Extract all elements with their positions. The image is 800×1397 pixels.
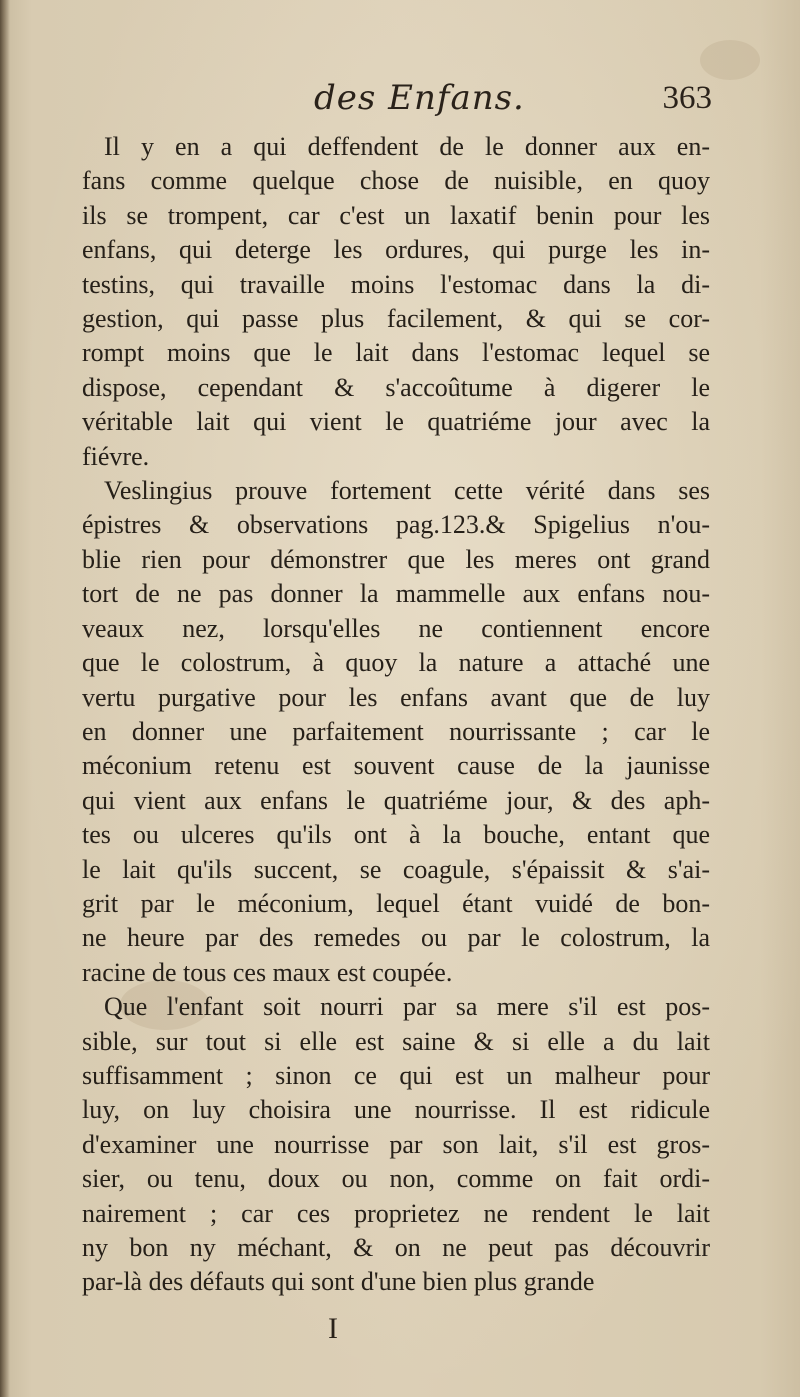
paper-stain — [700, 40, 760, 80]
text-line: ils se trompent, car c'est un laxatif benin pour les — [82, 200, 710, 230]
text-line: qui vient aux enfans le quatriéme jour, & des aph- — [82, 785, 710, 815]
text-line: racine de tous ces maux est coupée. — [82, 957, 453, 987]
text-line: vertu purgative pour les enfans avant que de luy — [82, 682, 710, 712]
text-line: véritable lait qui vient le quatriéme jour avec la — [82, 407, 710, 437]
page-number: 363 — [662, 80, 712, 116]
paragraph — [82, 474, 710, 990]
text-line: Veslingius prouve fortement cette vérité dans ses — [104, 476, 710, 506]
running-header — [82, 78, 712, 128]
text-line: méconium retenu est souvent cause de la jaunisse — [82, 751, 710, 781]
paragraph — [82, 990, 710, 1300]
text-line: le lait qu'ils succent, se coagule, s'épaissit & s'ai- — [82, 854, 710, 884]
text-line: épistres & observations pag.123.& Spigelius n'ou- — [82, 510, 710, 540]
text-line: fans comme quelque chose de nuisible, en quoy — [82, 166, 710, 196]
text-line: gestion, qui passe plus facilement, & qui se cor- — [82, 304, 710, 334]
text-line: fiévre. — [82, 441, 150, 471]
text-line: enfans, qui deterge les ordures, qui purge les in- — [82, 235, 710, 265]
paragraph — [82, 130, 710, 474]
text-line: blie rien pour démonstrer que les meres ont grand — [82, 544, 710, 574]
running-title: des Enfans. — [314, 78, 525, 118]
text-line: par-là des défauts qui sont d'une bien plus grande — [82, 1267, 595, 1297]
text-line: que le colostrum, à quoy la nature a attaché une — [82, 648, 710, 678]
text-line: dispose, cependant & s'accoûtume à digerer le — [82, 372, 710, 402]
text-line: ne heure par des remedes ou par le colostrum, la — [82, 923, 710, 953]
text-line: tes ou ulceres qu'ils ont à la bouche, entant que — [82, 820, 710, 850]
text-line: Il y en a qui deffendent de le donner aux en- — [104, 132, 710, 161]
text-line: nairement ; car ces proprietez ne rendent le lait — [82, 1198, 710, 1228]
text-line: ny bon ny méchant, & on ne peut pas découvrir — [82, 1233, 710, 1262]
text-line: en donner une parfaitement nourrissante ; car le — [82, 716, 710, 746]
text-line: Que l'enfant soit nourri par sa mere s'il est pos- — [104, 992, 710, 1022]
text-line: tort de ne pas donner la mammelle aux enfans nou- — [82, 579, 710, 609]
text-line: d'examiner une nourrisse par son lait, s'il est gros- — [82, 1129, 710, 1159]
signature-mark: I — [328, 1312, 338, 1345]
text-line: suffisamment ; sinon ce qui est un malheur pour — [82, 1060, 710, 1090]
text-line: veaux nez, lorsqu'elles ne contiennent encore — [82, 613, 710, 643]
text-line: luy, on luy choisira une nourrisse. Il est ridicule — [82, 1095, 710, 1125]
text-line: rompt moins que le lait dans l'estomac lequel se — [82, 338, 710, 368]
text-line: grit par le méconium, lequel étant vuidé de bon- — [82, 888, 710, 918]
body-text — [82, 130, 710, 1300]
text-line: sible, sur tout si elle est saine & si elle a du lait — [82, 1026, 710, 1056]
text-line: sier, ou tenu, doux ou non, comme on fait ordi- — [82, 1164, 710, 1194]
page-gutter — [0, 0, 10, 1397]
text-line: testins, qui travaille moins l'estomac dans la di- — [82, 269, 710, 299]
